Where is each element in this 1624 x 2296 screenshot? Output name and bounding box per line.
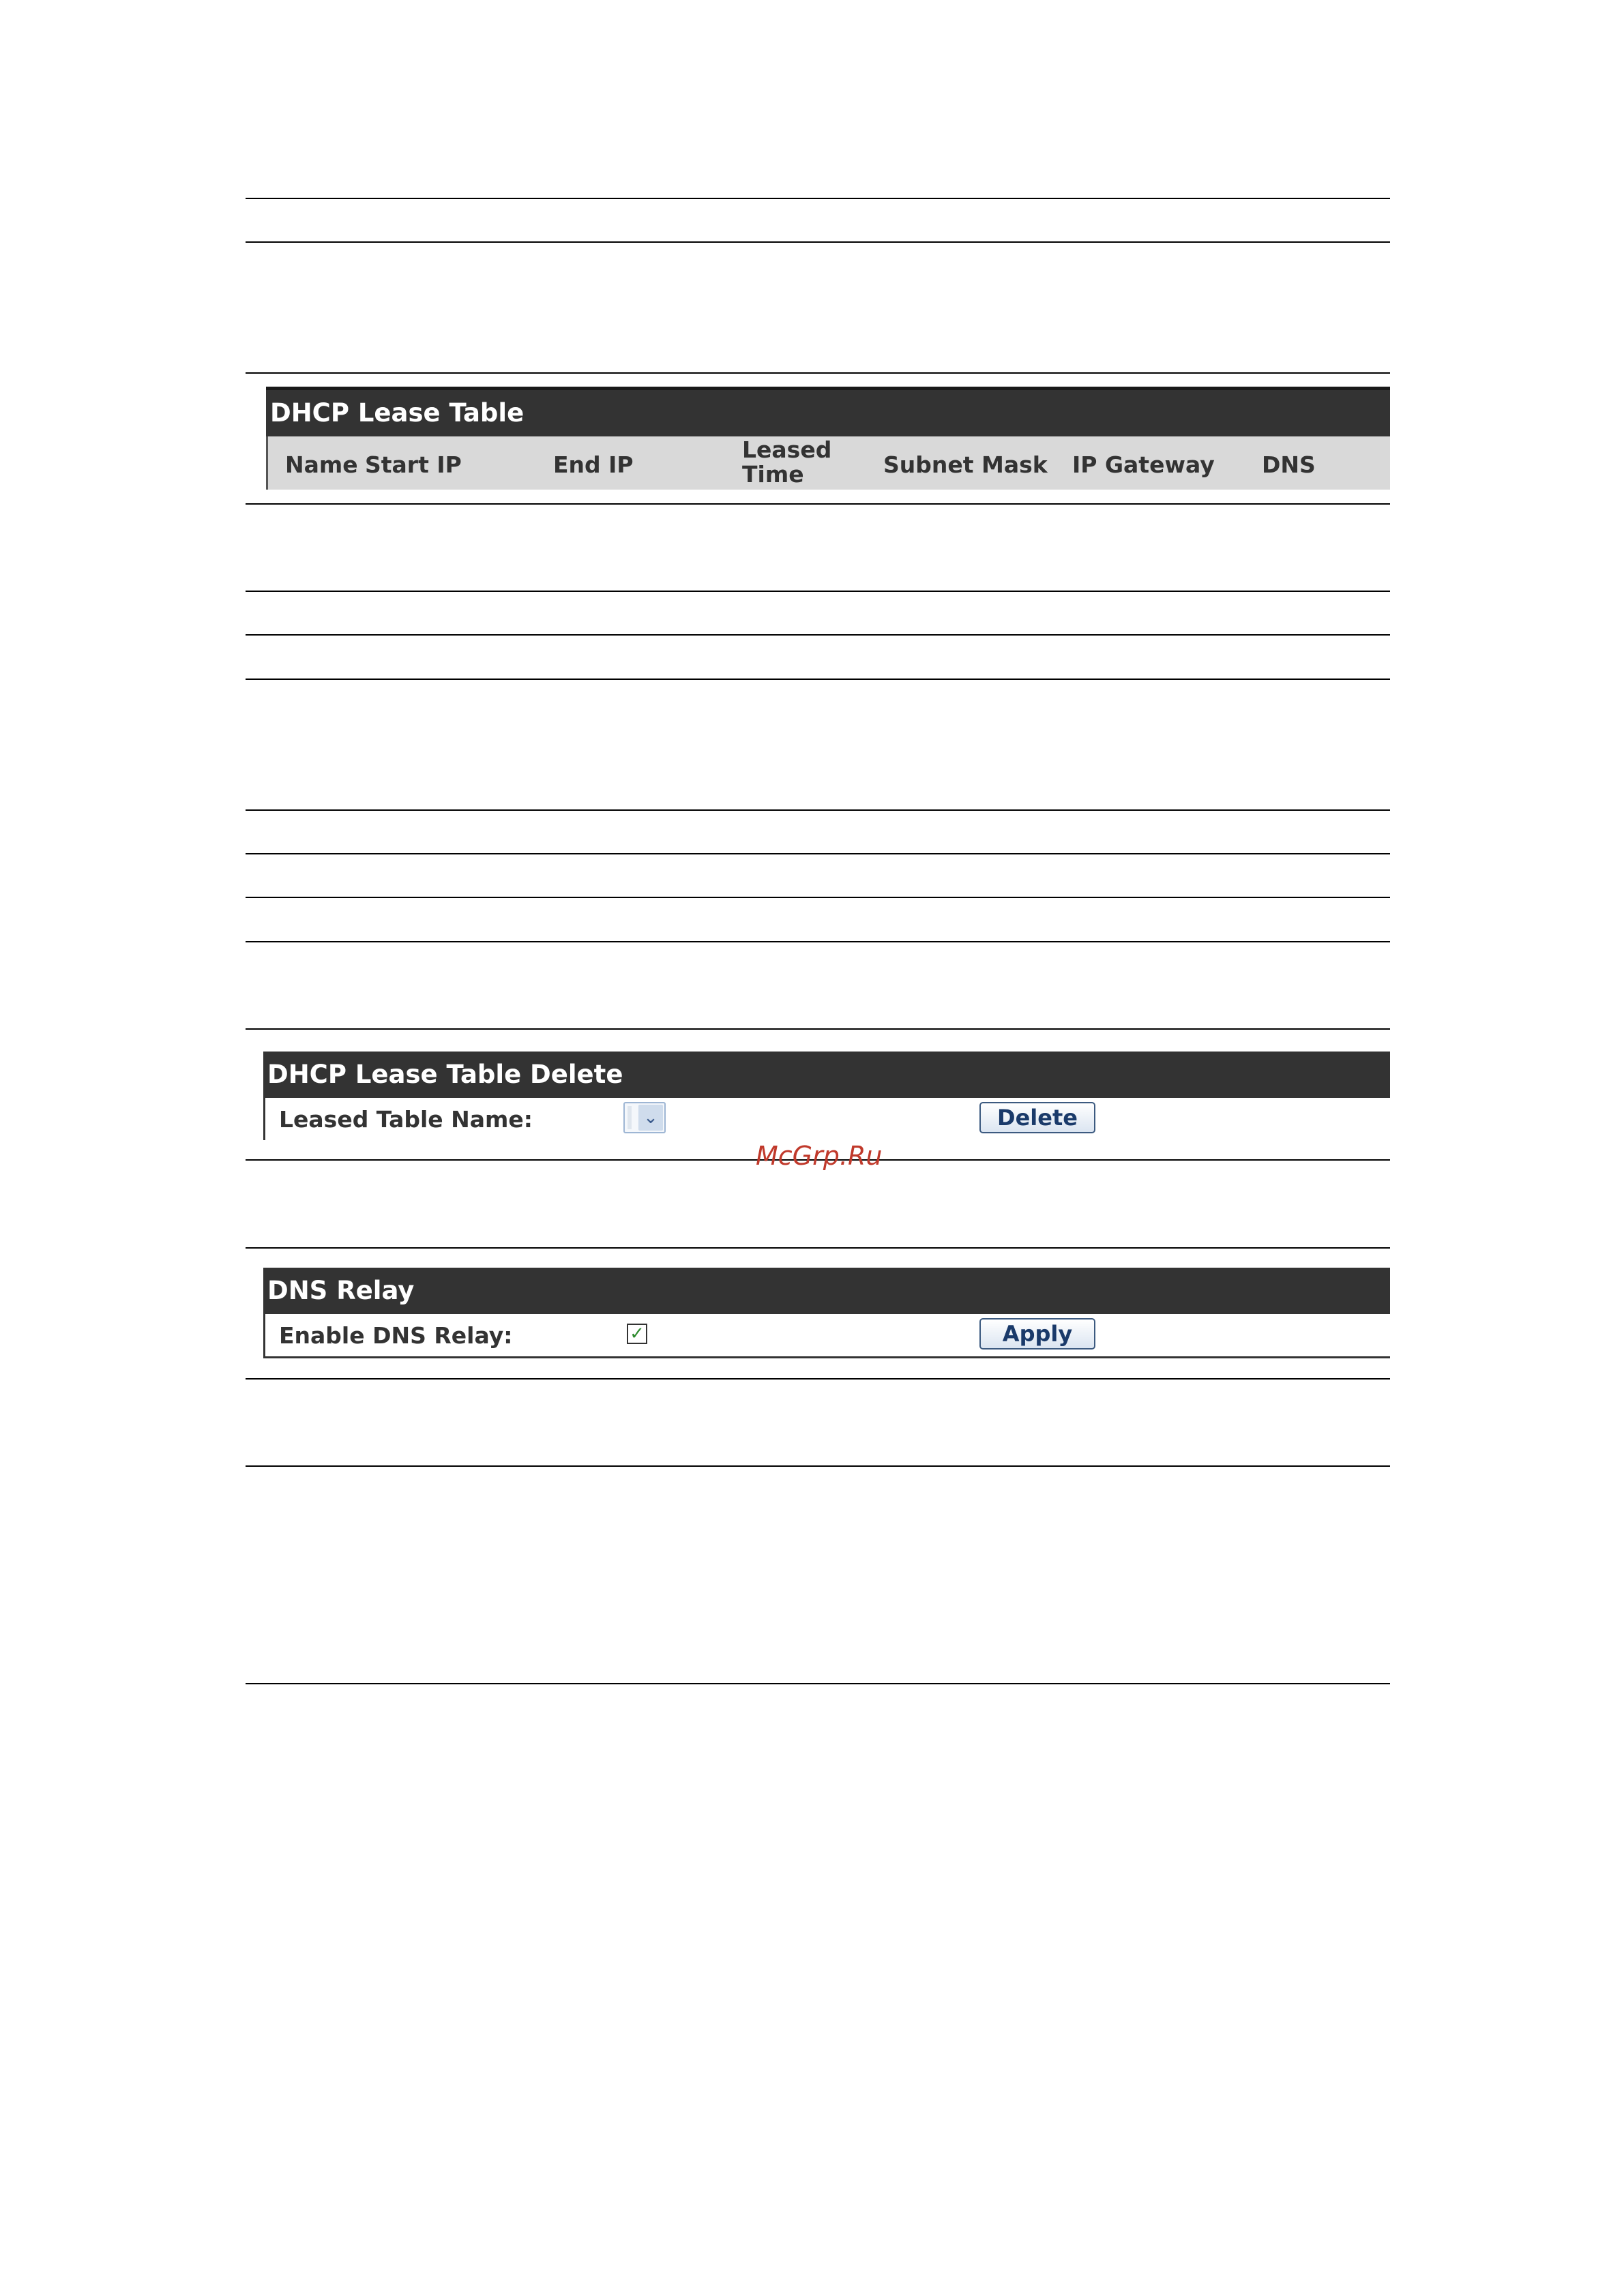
rule-line xyxy=(246,503,1390,505)
enable-dns-relay-checkbox[interactable] xyxy=(627,1324,647,1344)
form-row xyxy=(263,1098,1390,1140)
dhcp-lease-table-delete-panel xyxy=(263,1052,1390,1140)
column-header-name: Name xyxy=(285,451,358,478)
column-header-start-ip: Start IP xyxy=(365,451,462,478)
column-header-subnet-mask: Subnet Mask xyxy=(883,451,1048,478)
leased-table-name-select[interactable] xyxy=(623,1102,666,1133)
delete-button[interactable]: Delete xyxy=(979,1102,1095,1133)
panel-title: DHCP Lease Table Delete xyxy=(263,1052,1390,1098)
rule-line xyxy=(246,1683,1390,1684)
panel-title: DHCP Lease Table xyxy=(266,387,1390,436)
rule-line xyxy=(246,679,1390,680)
panel-title: DNS Relay xyxy=(263,1268,1390,1314)
column-header-end-ip: End IP xyxy=(553,451,634,478)
rule-line xyxy=(246,198,1390,199)
select-value xyxy=(628,1106,632,1129)
form-row xyxy=(263,1314,1390,1358)
rule-line xyxy=(246,372,1390,374)
dhcp-lease-table-panel xyxy=(266,387,1390,490)
rule-line xyxy=(246,897,1390,898)
rule-line xyxy=(246,591,1390,592)
rule-line xyxy=(246,1028,1390,1030)
column-header-leased-time: Leased Time xyxy=(742,436,832,488)
chevron-down-icon[interactable]: ⌄ xyxy=(638,1105,663,1131)
column-header-dns: DNS xyxy=(1262,451,1316,478)
rule-line xyxy=(246,853,1390,854)
watermark-text: McGrp.Ru xyxy=(756,1141,883,1171)
lease-table-header-row xyxy=(266,436,1390,490)
dns-relay-panel xyxy=(263,1268,1390,1358)
rule-line xyxy=(246,634,1390,636)
rule-line xyxy=(246,809,1390,811)
rule-line xyxy=(246,941,1390,942)
rule-line xyxy=(246,1465,1390,1467)
check-icon: ✓ xyxy=(630,1324,645,1344)
rule-line xyxy=(246,1378,1390,1380)
rule-line xyxy=(246,1247,1390,1249)
enable-dns-relay-label: Enable DNS Relay: xyxy=(279,1322,513,1349)
column-header-ip-gateway: IP Gateway xyxy=(1072,451,1215,478)
rule-line xyxy=(246,241,1390,243)
apply-button[interactable]: Apply xyxy=(979,1318,1095,1350)
leased-table-name-label: Leased Table Name: xyxy=(279,1106,533,1133)
